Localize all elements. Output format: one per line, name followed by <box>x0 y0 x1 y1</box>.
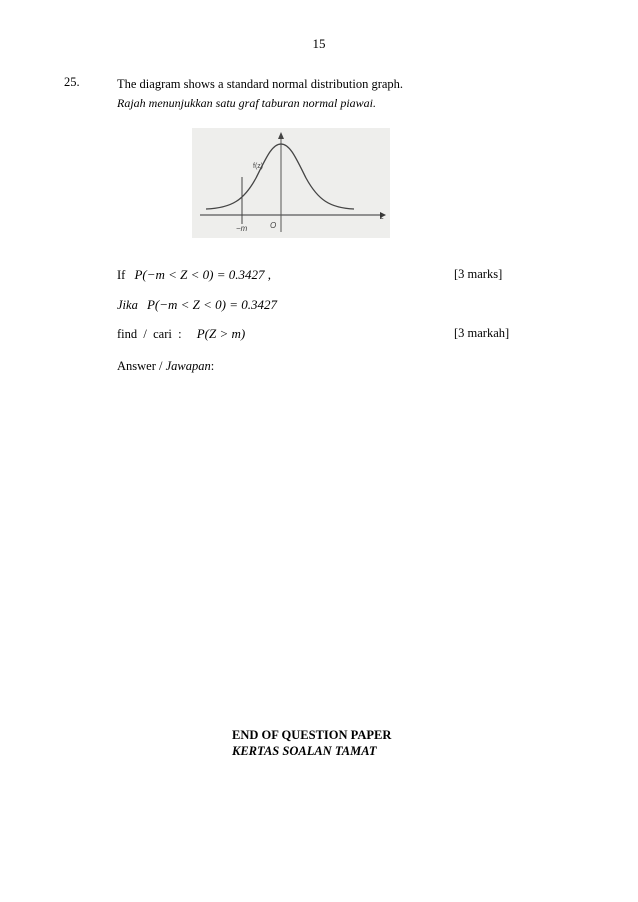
end-of-paper-malay: KERTAS SOALAN TAMAT <box>232 744 377 758</box>
given-english <box>117 267 271 283</box>
normal-distribution-diagram <box>192 128 390 238</box>
question-stem <box>117 75 403 113</box>
given-expression-malay: P(−m < Z < 0) = 0.3427 <box>146 297 278 312</box>
if-label: If <box>117 268 126 282</box>
origin-label: O <box>270 221 277 230</box>
find-expression: P(Z > m) <box>196 326 246 341</box>
normal-curve-svg <box>192 128 390 238</box>
fz-label: f(z) <box>253 163 264 170</box>
jika-label: Jika <box>117 298 138 312</box>
answer-label <box>117 359 214 374</box>
question-number: 25. <box>64 75 80 89</box>
neg-m-label: −m <box>236 224 248 233</box>
question-stem-malay: Rajah menunjukkan satu graf taburan normal piawai. <box>117 96 376 110</box>
given-expression-english: P(−m < Z < 0) = 0.3427 , <box>134 267 272 282</box>
given-malay <box>117 297 277 313</box>
find-line <box>117 326 245 342</box>
answer-label-malay: Jawapan <box>165 359 211 373</box>
find-label: find / cari : <box>117 327 182 341</box>
bell-curve <box>206 144 354 209</box>
fz-axis-arrow <box>278 132 284 139</box>
marks-english: [3 marks] <box>454 267 503 281</box>
answer-label-english: Answer <box>117 359 156 373</box>
question-stem-english: The diagram shows a standard normal distribution graph. <box>117 77 404 91</box>
z-label: z <box>380 212 384 221</box>
marks-malay: [3 markah] <box>454 326 510 340</box>
answer-separator: / <box>155 359 166 373</box>
end-of-paper-english: END OF QUESTION PAPER <box>232 728 392 742</box>
answer-colon: : <box>210 359 215 373</box>
page-number: 15 <box>312 36 326 51</box>
